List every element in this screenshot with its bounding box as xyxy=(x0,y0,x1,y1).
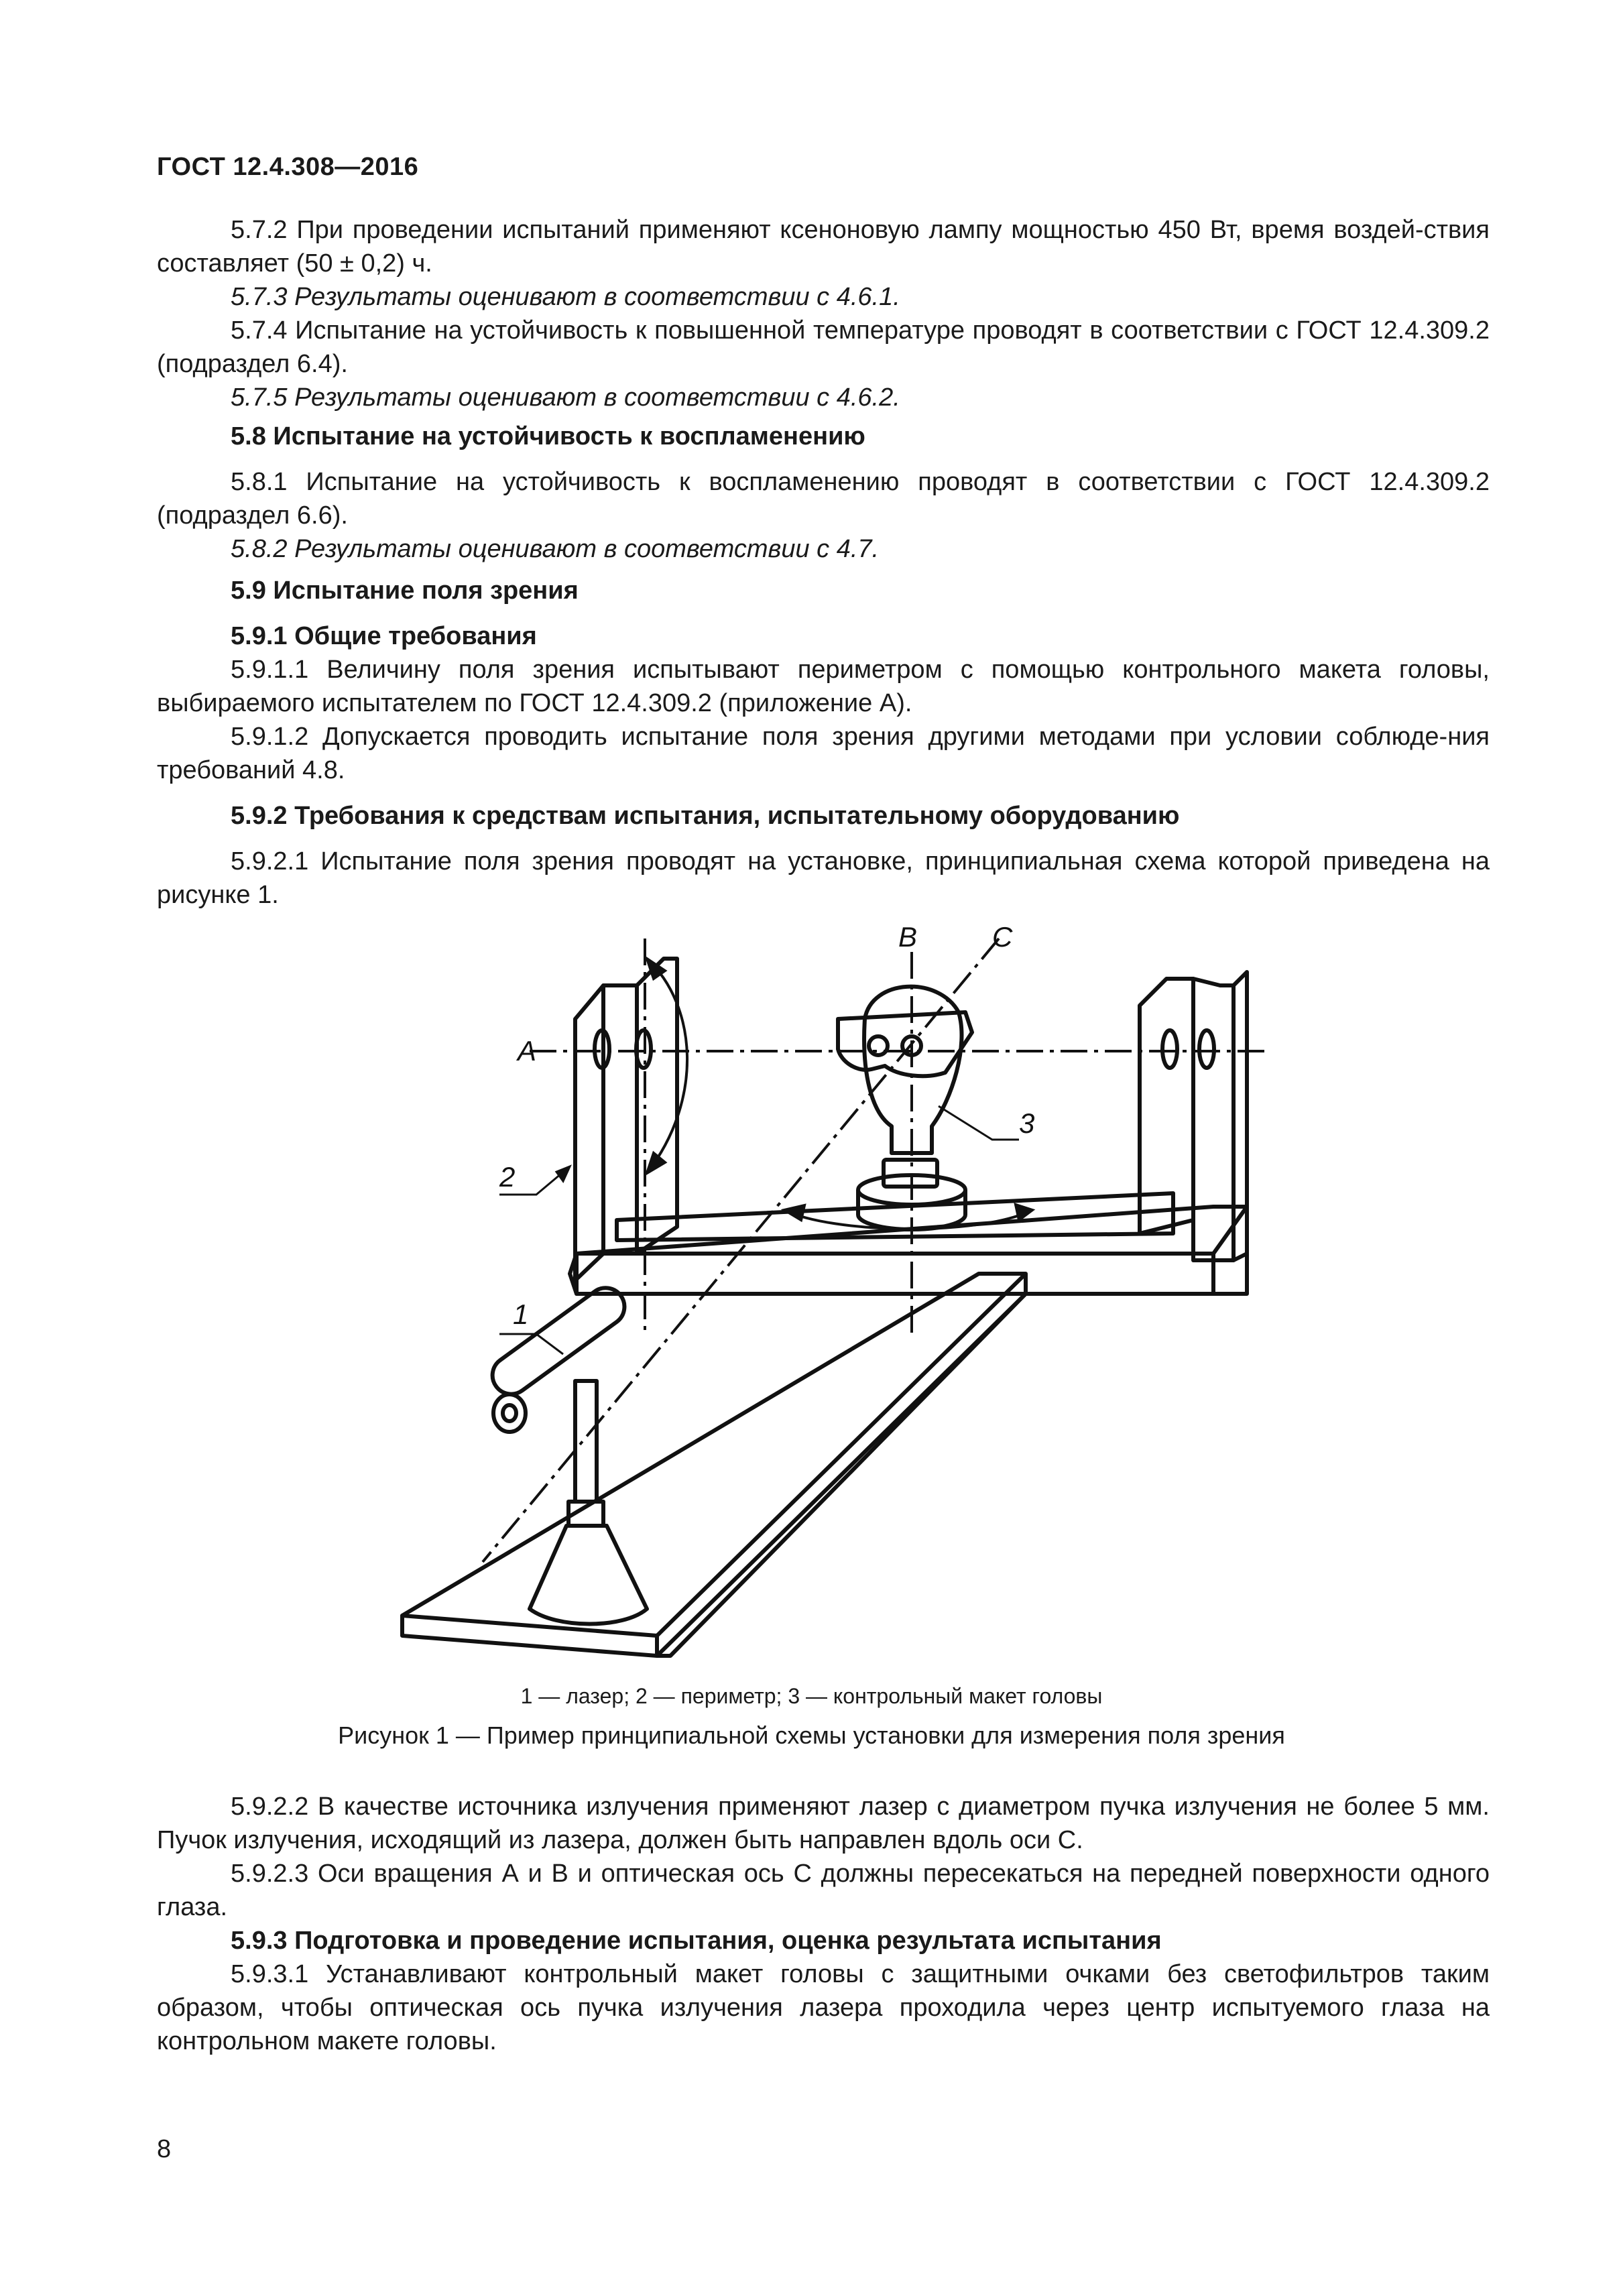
section-5-9-2-continued xyxy=(157,1790,1490,2058)
label-head: 3 xyxy=(1019,1107,1035,1139)
paragraph-5-7-5: 5.7.5 Результаты оценивают в соответствии с 4.6.2. xyxy=(231,383,900,412)
label-axis-b: B xyxy=(898,921,918,953)
vertical-rotation-arc xyxy=(647,959,687,1173)
setup-schematic xyxy=(375,912,1274,1683)
heading-5-8: 5.8 Испытание на устойчивость к воспламенению xyxy=(231,422,865,450)
paragraph-5-9-2-3: 5.9.2.3 Оси вращения А и В и оптическая ось С должны пересекаться на передней поверхности одного глаза. xyxy=(157,1860,1490,1921)
heading-5-9-1: 5.9.1 Общие требования xyxy=(231,622,537,650)
figure-legend: 1 — лазер; 2 — периметр; 3 — контрольный макет головы xyxy=(520,1684,1103,1708)
heading-5-9-3: 5.9.3 Подготовка и проведение испытания, оценка результата испытания xyxy=(231,1927,1162,1955)
section-5-9 xyxy=(157,574,1490,912)
laser-stand xyxy=(530,1526,647,1624)
goggles xyxy=(838,1012,972,1076)
axis-c xyxy=(483,939,999,1562)
standard-code-header: ГОСТ 12.4.308—2016 xyxy=(157,153,419,181)
paragraph-5-9-2-2: 5.9.2.2 В качестве источника излучения применяют лазер с диаметром пучка излучения не более 5 мм. Пучок излучения, исходящий из лазера, должен быть направлен вдоль оси С. xyxy=(157,1793,1490,1854)
horizontal-rotation-arc xyxy=(784,1210,1032,1229)
paragraph-5-9-2-1: 5.9.2.1 Испытание поля зрения проводят на установке, принципиальная схема которой приведена на рисунке 1. xyxy=(157,847,1490,909)
paragraph-5-9-3-1: 5.9.3.1 Устанавливают контрольный макет головы с защитными очками без светофильтров таким образом, чтобы оптическая ось пучка излучения лазера проходила через центр испытуемого глаза на контрольном макете головы. xyxy=(157,1960,1490,2055)
heading-5-9-2: 5.9.2 Требования к средствам испытания, испытательному оборудованию xyxy=(231,802,1180,830)
page-number: 8 xyxy=(157,2135,172,2163)
paragraph-5-7-3: 5.7.3 Результаты оценивают в соответствии с 4.6.1. xyxy=(231,283,900,311)
section-5-8 xyxy=(157,420,1490,566)
section-5-7-text xyxy=(157,213,1490,414)
label-axis-a: A xyxy=(518,1035,537,1067)
paragraph-5-7-2: 5.7.2 При проведении испытаний применяют ксеноновую лампу мощностью 450 Вт, время воздей-ствия составляет (50 ± 0,2) ч. xyxy=(157,216,1490,278)
label-laser: 1 xyxy=(513,1298,529,1330)
figure-caption: Рисунок 1 — Пример принципиальной схемы установки для измерения поля зрения xyxy=(338,1721,1285,1749)
paragraph-5-9-1-2: 5.9.1.2 Допускается проводить испытание поля зрения другими методами при условии соблюде-ния требований 4.8. xyxy=(157,723,1490,784)
paragraph-5-8-2: 5.8.2 Результаты оценивают в соответствии с 4.7. xyxy=(231,535,880,563)
figure-1-diagram xyxy=(375,912,1274,1683)
paragraph-5-7-4: 5.7.4 Испытание на устойчивость к повышенной температуре проводят в соответствии с ГОСТ 12.4.309.2 (подраздел 6.4). xyxy=(157,316,1490,378)
paragraph-5-9-1-1: 5.9.1.1 Величину поля зрения испытывают периметром с помощью контрольного макета головы, выбираемого испытателем по ГОСТ 12.4.309.2 (приложение А). xyxy=(157,656,1490,717)
laser-body xyxy=(485,1280,632,1401)
paragraph-5-8-1: 5.8.1 Испытание на устойчивость к воспламенению проводят в соответствии с ГОСТ 12.4.309.2 (подраздел 6.6). xyxy=(157,468,1490,530)
label-perimeter: 2 xyxy=(499,1161,516,1193)
heading-5-9: 5.9 Испытание поля зрения xyxy=(231,577,579,605)
perimeter-frame xyxy=(570,1207,1247,1294)
label-axis-c: C xyxy=(992,921,1013,953)
